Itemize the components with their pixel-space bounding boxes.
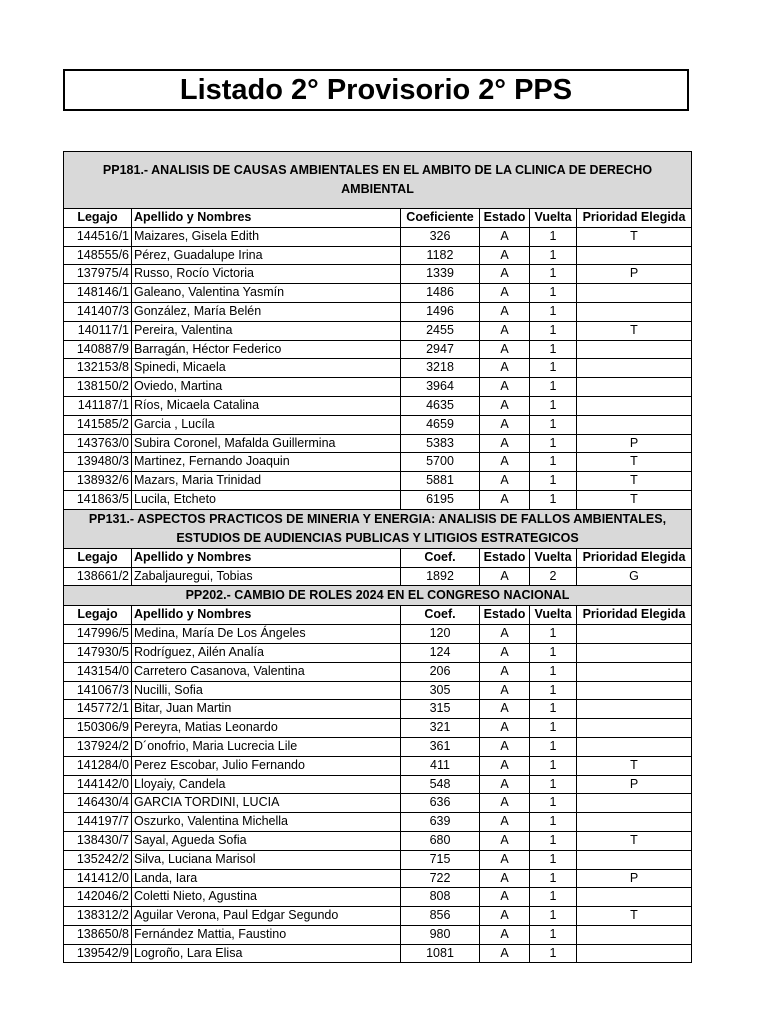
- coef-cell: 361: [401, 737, 480, 756]
- name-cell: Coletti Nieto, Agustina: [132, 888, 401, 907]
- coef-cell: 2455: [401, 321, 480, 340]
- name-cell: Pereyra, Matias Leonardo: [132, 719, 401, 738]
- estado-cell: A: [480, 662, 530, 681]
- coef-cell: 1081: [401, 944, 480, 963]
- estado-cell: A: [480, 907, 530, 926]
- legajo-cell: 137924/2: [64, 737, 132, 756]
- name-cell: Garcia , Lucíla: [132, 415, 401, 434]
- prioridad-cell: T: [577, 907, 692, 926]
- name-cell: Perez Escobar, Julio Fernando: [132, 756, 401, 775]
- name-cell: D´onofrio, Maria Lucrecia Lile: [132, 737, 401, 756]
- name-cell: Bitar, Juan Martin: [132, 700, 401, 719]
- vuelta-cell: 1: [530, 378, 577, 397]
- prioridad-cell: [577, 719, 692, 738]
- table-row: [64, 719, 692, 738]
- coef-cell: 6195: [401, 490, 480, 509]
- estado-cell: A: [480, 265, 530, 284]
- prioridad-cell: [577, 625, 692, 644]
- prioridad-cell: [577, 415, 692, 434]
- table-row: [64, 944, 692, 963]
- vuelta-cell: 1: [530, 284, 577, 303]
- legajo-cell: 141585/2: [64, 415, 132, 434]
- table-row: [64, 794, 692, 813]
- prioridad-cell: [577, 700, 692, 719]
- column-header-row: [64, 548, 692, 567]
- column-header: Vuelta: [530, 209, 577, 228]
- coef-cell: 120: [401, 625, 480, 644]
- table-row: [64, 227, 692, 246]
- coef-cell: 2947: [401, 340, 480, 359]
- legajo-cell: 150306/9: [64, 719, 132, 738]
- name-cell: Mazars, Maria Trinidad: [132, 472, 401, 491]
- coef-cell: 5383: [401, 434, 480, 453]
- prioridad-cell: T: [577, 453, 692, 472]
- column-header-row: [64, 606, 692, 625]
- name-cell: Rodríguez, Ailén Analía: [132, 643, 401, 662]
- vuelta-cell: 1: [530, 359, 577, 378]
- estado-cell: A: [480, 700, 530, 719]
- vuelta-cell: 1: [530, 643, 577, 662]
- vuelta-cell: 1: [530, 869, 577, 888]
- vuelta-cell: 1: [530, 472, 577, 491]
- name-cell: Oviedo, Martina: [132, 378, 401, 397]
- column-header: Legajo: [64, 209, 132, 228]
- name-cell: Martinez, Fernando Joaquin: [132, 453, 401, 472]
- coef-cell: 315: [401, 700, 480, 719]
- listado-table: [63, 151, 692, 963]
- coef-cell: 3218: [401, 359, 480, 378]
- estado-cell: A: [480, 415, 530, 434]
- column-header-row: [64, 209, 692, 228]
- vuelta-cell: 1: [530, 681, 577, 700]
- prioridad-cell: [577, 794, 692, 813]
- legajo-cell: 147930/5: [64, 643, 132, 662]
- coef-cell: 722: [401, 869, 480, 888]
- legajo-cell: 143154/0: [64, 662, 132, 681]
- name-cell: Medina, María De Los Ángeles: [132, 625, 401, 644]
- legajo-cell: 137975/4: [64, 265, 132, 284]
- name-cell: Pereira, Valentina: [132, 321, 401, 340]
- estado-cell: A: [480, 643, 530, 662]
- estado-cell: A: [480, 302, 530, 321]
- prioridad-cell: [577, 396, 692, 415]
- prioridad-cell: [577, 813, 692, 832]
- coef-cell: 636: [401, 794, 480, 813]
- vuelta-cell: 1: [530, 907, 577, 926]
- legajo-cell: 138661/2: [64, 567, 132, 586]
- estado-cell: A: [480, 284, 530, 303]
- vuelta-cell: 1: [530, 340, 577, 359]
- legajo-cell: 141187/1: [64, 396, 132, 415]
- vuelta-cell: 1: [530, 662, 577, 681]
- estado-cell: A: [480, 246, 530, 265]
- vuelta-cell: 1: [530, 490, 577, 509]
- name-cell: Galeano, Valentina Yasmín: [132, 284, 401, 303]
- legajo-cell: 140887/9: [64, 340, 132, 359]
- coef-cell: 808: [401, 888, 480, 907]
- legajo-cell: 138312/2: [64, 907, 132, 926]
- vuelta-cell: 1: [530, 700, 577, 719]
- name-cell: González, María Belén: [132, 302, 401, 321]
- estado-cell: A: [480, 775, 530, 794]
- document-title: Listado 2° Provisorio 2° PPS: [63, 69, 689, 111]
- vuelta-cell: 1: [530, 813, 577, 832]
- legajo-cell: 148555/6: [64, 246, 132, 265]
- legajo-cell: 141412/0: [64, 869, 132, 888]
- table-row: [64, 813, 692, 832]
- table-row: [64, 265, 692, 284]
- estado-cell: A: [480, 831, 530, 850]
- estado-cell: A: [480, 944, 530, 963]
- name-cell: Silva, Luciana Marisol: [132, 850, 401, 869]
- vuelta-cell: 1: [530, 775, 577, 794]
- legajo-cell: 138150/2: [64, 378, 132, 397]
- legajo-cell: 141067/3: [64, 681, 132, 700]
- prioridad-cell: [577, 850, 692, 869]
- vuelta-cell: 1: [530, 888, 577, 907]
- coef-cell: 639: [401, 813, 480, 832]
- table-row: [64, 662, 692, 681]
- estado-cell: A: [480, 813, 530, 832]
- table-row: [64, 490, 692, 509]
- legajo-cell: 146430/4: [64, 794, 132, 813]
- column-header: Prioridad Elegida: [577, 548, 692, 567]
- table-row: [64, 925, 692, 944]
- table-row: [64, 700, 692, 719]
- estado-cell: A: [480, 490, 530, 509]
- vuelta-cell: 1: [530, 944, 577, 963]
- coef-cell: 5700: [401, 453, 480, 472]
- coef-cell: 4635: [401, 396, 480, 415]
- estado-cell: A: [480, 756, 530, 775]
- prioridad-cell: [577, 246, 692, 265]
- table-row: [64, 831, 692, 850]
- table-row: [64, 340, 692, 359]
- prioridad-cell: P: [577, 434, 692, 453]
- prioridad-cell: [577, 662, 692, 681]
- name-cell: Pérez, Guadalupe Irina: [132, 246, 401, 265]
- legajo-cell: 145772/1: [64, 700, 132, 719]
- name-cell: Maizares, Gisela Edith: [132, 227, 401, 246]
- table-row: [64, 284, 692, 303]
- estado-cell: A: [480, 567, 530, 586]
- legajo-cell: 142046/2: [64, 888, 132, 907]
- table-row: [64, 415, 692, 434]
- legajo-cell: 144516/1: [64, 227, 132, 246]
- prioridad-cell: [577, 378, 692, 397]
- name-cell: Logroño, Lara Elisa: [132, 944, 401, 963]
- estado-cell: A: [480, 227, 530, 246]
- prioridad-cell: T: [577, 321, 692, 340]
- table-row: [64, 321, 692, 340]
- estado-cell: A: [480, 453, 530, 472]
- coef-cell: 4659: [401, 415, 480, 434]
- legajo-cell: 138430/7: [64, 831, 132, 850]
- prioridad-cell: [577, 944, 692, 963]
- vuelta-cell: 1: [530, 850, 577, 869]
- name-cell: Lloyaiy, Candela: [132, 775, 401, 794]
- legajo-cell: 144197/7: [64, 813, 132, 832]
- legajo-cell: 144142/0: [64, 775, 132, 794]
- table-row: [64, 681, 692, 700]
- vuelta-cell: 1: [530, 719, 577, 738]
- column-header: Prioridad Elegida: [577, 209, 692, 228]
- coef-cell: 548: [401, 775, 480, 794]
- table-row: [64, 434, 692, 453]
- estado-cell: A: [480, 737, 530, 756]
- prioridad-cell: P: [577, 869, 692, 888]
- coef-cell: 1496: [401, 302, 480, 321]
- table-row: [64, 756, 692, 775]
- column-header: Apellido y Nombres: [132, 548, 401, 567]
- legajo-cell: 143763/0: [64, 434, 132, 453]
- coef-cell: 680: [401, 831, 480, 850]
- coef-cell: 305: [401, 681, 480, 700]
- estado-cell: A: [480, 794, 530, 813]
- vuelta-cell: 1: [530, 756, 577, 775]
- name-cell: Lucila, Etcheto: [132, 490, 401, 509]
- name-cell: Nucilli, Sofia: [132, 681, 401, 700]
- table-row: [64, 378, 692, 397]
- prioridad-cell: T: [577, 490, 692, 509]
- name-cell: Spinedi, Micaela: [132, 359, 401, 378]
- name-cell: GARCIA TORDINI, LUCIA: [132, 794, 401, 813]
- vuelta-cell: 1: [530, 246, 577, 265]
- vuelta-cell: 1: [530, 625, 577, 644]
- prioridad-cell: [577, 643, 692, 662]
- name-cell: Zabaljauregui, Tobias: [132, 567, 401, 586]
- name-cell: Ríos, Micaela Catalina: [132, 396, 401, 415]
- coef-cell: 206: [401, 662, 480, 681]
- coef-cell: 856: [401, 907, 480, 926]
- section-heading-row: [64, 509, 692, 548]
- name-cell: Sayal, Agueda Sofia: [132, 831, 401, 850]
- section-heading: PP131.- ASPECTOS PRACTICOS DE MINERIA Y ENERGIA: ANALISIS DE FALLOS AMBIENTALES, ESTUDIOS DE AUDIENCIAS PUBLICAS Y LITIGIOS ESTRATEGICOS: [64, 509, 692, 548]
- section-heading: PP181.- ANALISIS DE CAUSAS AMBIENTALES EN EL AMBITO DE LA CLINICA DE DERECHO AMBIENTAL: [64, 152, 692, 209]
- coef-cell: 1892: [401, 567, 480, 586]
- estado-cell: A: [480, 321, 530, 340]
- section-heading-row: [64, 586, 692, 606]
- table-row: [64, 246, 692, 265]
- column-header: Estado: [480, 606, 530, 625]
- legajo-cell: 148146/1: [64, 284, 132, 303]
- table-row: [64, 396, 692, 415]
- vuelta-cell: 1: [530, 265, 577, 284]
- vuelta-cell: 1: [530, 396, 577, 415]
- column-header: Vuelta: [530, 548, 577, 567]
- table-row: [64, 302, 692, 321]
- table-row: [64, 869, 692, 888]
- estado-cell: A: [480, 681, 530, 700]
- legajo-cell: 135242/2: [64, 850, 132, 869]
- vuelta-cell: 1: [530, 415, 577, 434]
- prioridad-cell: [577, 359, 692, 378]
- vuelta-cell: 1: [530, 925, 577, 944]
- prioridad-cell: P: [577, 775, 692, 794]
- table-row: [64, 737, 692, 756]
- column-header: Estado: [480, 209, 530, 228]
- estado-cell: A: [480, 719, 530, 738]
- table-row: [64, 472, 692, 491]
- legajo-cell: 138650/8: [64, 925, 132, 944]
- legajo-cell: 139542/9: [64, 944, 132, 963]
- legajo-cell: 139480/3: [64, 453, 132, 472]
- prioridad-cell: [577, 925, 692, 944]
- prioridad-cell: [577, 340, 692, 359]
- estado-cell: A: [480, 850, 530, 869]
- vuelta-cell: 1: [530, 794, 577, 813]
- prioridad-cell: [577, 737, 692, 756]
- column-header: Estado: [480, 548, 530, 567]
- column-header: Coeficiente: [401, 209, 480, 228]
- prioridad-cell: T: [577, 227, 692, 246]
- estado-cell: A: [480, 888, 530, 907]
- table-row: [64, 850, 692, 869]
- estado-cell: A: [480, 472, 530, 491]
- column-header: Prioridad Elegida: [577, 606, 692, 625]
- prioridad-cell: [577, 681, 692, 700]
- legajo-cell: 141284/0: [64, 756, 132, 775]
- table-row: [64, 567, 692, 586]
- prioridad-cell: T: [577, 756, 692, 775]
- prioridad-cell: T: [577, 831, 692, 850]
- coef-cell: 326: [401, 227, 480, 246]
- legajo-cell: 141407/3: [64, 302, 132, 321]
- legajo-cell: 138932/6: [64, 472, 132, 491]
- coef-cell: 3964: [401, 378, 480, 397]
- vuelta-cell: 1: [530, 227, 577, 246]
- estado-cell: A: [480, 869, 530, 888]
- coef-cell: 980: [401, 925, 480, 944]
- prioridad-cell: [577, 284, 692, 303]
- vuelta-cell: 1: [530, 321, 577, 340]
- column-header: Legajo: [64, 606, 132, 625]
- legajo-cell: 132153/8: [64, 359, 132, 378]
- table-row: [64, 643, 692, 662]
- estado-cell: A: [480, 340, 530, 359]
- vuelta-cell: 2: [530, 567, 577, 586]
- estado-cell: A: [480, 925, 530, 944]
- prioridad-cell: P: [577, 265, 692, 284]
- vuelta-cell: 1: [530, 831, 577, 850]
- column-header: Coef.: [401, 548, 480, 567]
- estado-cell: A: [480, 378, 530, 397]
- table-row: [64, 625, 692, 644]
- vuelta-cell: 1: [530, 453, 577, 472]
- estado-cell: A: [480, 359, 530, 378]
- column-header: Vuelta: [530, 606, 577, 625]
- estado-cell: A: [480, 434, 530, 453]
- legajo-cell: 140117/1: [64, 321, 132, 340]
- table-row: [64, 907, 692, 926]
- table-row: [64, 453, 692, 472]
- name-cell: Subira Coronel, Mafalda Guillermina: [132, 434, 401, 453]
- prioridad-cell: T: [577, 472, 692, 491]
- column-header: Apellido y Nombres: [132, 606, 401, 625]
- coef-cell: 411: [401, 756, 480, 775]
- name-cell: Aguilar Verona, Paul Edgar Segundo: [132, 907, 401, 926]
- table-row: [64, 359, 692, 378]
- table-row: [64, 888, 692, 907]
- name-cell: Carretero Casanova, Valentina: [132, 662, 401, 681]
- column-header: Legajo: [64, 548, 132, 567]
- table-row: [64, 775, 692, 794]
- legajo-cell: 141863/5: [64, 490, 132, 509]
- name-cell: Barragán, Héctor Federico: [132, 340, 401, 359]
- prioridad-cell: [577, 888, 692, 907]
- name-cell: Oszurko, Valentina Michella: [132, 813, 401, 832]
- vuelta-cell: 1: [530, 737, 577, 756]
- vuelta-cell: 1: [530, 302, 577, 321]
- coef-cell: 1182: [401, 246, 480, 265]
- name-cell: Fernández Mattia, Faustino: [132, 925, 401, 944]
- coef-cell: 321: [401, 719, 480, 738]
- prioridad-cell: [577, 302, 692, 321]
- column-header: Apellido y Nombres: [132, 209, 401, 228]
- section-heading: PP202.- CAMBIO DE ROLES 2024 EN EL CONGRESO NACIONAL: [64, 586, 692, 606]
- prioridad-cell: G: [577, 567, 692, 586]
- coef-cell: 1486: [401, 284, 480, 303]
- section-heading-row: [64, 152, 692, 209]
- estado-cell: A: [480, 625, 530, 644]
- coef-cell: 1339: [401, 265, 480, 284]
- coef-cell: 5881: [401, 472, 480, 491]
- coef-cell: 715: [401, 850, 480, 869]
- column-header: Coef.: [401, 606, 480, 625]
- coef-cell: 124: [401, 643, 480, 662]
- name-cell: Russo, Rocío Victoria: [132, 265, 401, 284]
- legajo-cell: 147996/5: [64, 625, 132, 644]
- estado-cell: A: [480, 396, 530, 415]
- name-cell: Landa, Iara: [132, 869, 401, 888]
- vuelta-cell: 1: [530, 434, 577, 453]
